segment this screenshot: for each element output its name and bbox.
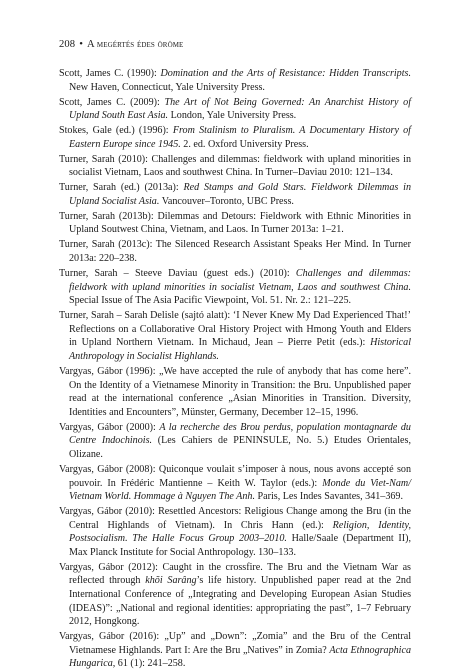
bibliography-entry: Turner, Sarah (2010): Challenges and dilemmas: fieldwork with upland minorities in socialist Vietnam, Laos and southwest China. In Turner–Daviau 2010: 121–134. <box>59 153 411 179</box>
bibliography-entry: Scott, James C. (1990): Domination and the Arts of Resistance: Hidden Transcripts. New Haven, Connecticut, Yale University Press. <box>59 68 411 93</box>
bibliography-entry: Turner, Sarah – Sarah Delisle (sajtó alatt): ‘I Never Knew My Dad Experienced That!’ Reflections on a Collaborative Oral History Project with Hmong Youth and Elders in Upland Northern Vietnam. In Michaud, Jean – Pierre Petit (eds.): Historical Anthropology in Socialist Highlands. <box>59 310 411 362</box>
book-title: A megértés édes öröme <box>87 39 184 50</box>
page-number: 208 <box>59 39 76 50</box>
bibliography-entry: Vargyas, Gábor (2008): Quiconque voulait s’imposer à nous, nous avons accepté son pouvoir. In Frédéric Mantienne – Keith W. Taylor (eds.): Monde du Viet-Nam/ Vietnam World. Hommage à Nguyen The Anh. Paris, Les Indes Savantes, 341–369. <box>59 463 411 503</box>
bibliography-entry: Turner, Sarah (ed.) (2013a): Red Stamps and Gold Stars. Fieldwork Dilemmas in Upland Socialist Asia. Vancouver–Toronto, UBC Press. <box>59 182 411 207</box>
bibliography-entry: Stokes, Gale (ed.) (1996): From Stalinism to Pluralism. A Documentary History of Eastern Europe since 1945. 2. ed. Oxford University Press. <box>59 125 411 150</box>
bibliography-entry: Vargyas, Gábor (2016): „Up” and „Down”: „Zomia” and the Bru of the Central Vietnamese Highlands. Part I: Are the Bru „Natives” in Zomia? Acta Ethnographica Hungarica, 61 (1): 241–258. <box>59 631 412 670</box>
header-separator: • <box>79 39 84 50</box>
bibliography-list <box>59 67 411 672</box>
bibliography-entry: Scott, James C. (2009): The Art of Not Being Governed: An Anarchist History of Upland South East Asia. London, Yale University Press. <box>59 96 411 122</box>
bibliography-entry: Turner, Sarah (2013c): The Silenced Research Assistant Speaks Her Mind. In Turner 2013a: 220–238. <box>59 239 411 265</box>
bibliography-entry: Vargyas, Gábor (2012): Caught in the crossfire. The Bru and the Vietnam War as reflected through khõi Sarâng’s life history. Unpublished paper read at the 2nd International Conference of „Integrating and Developing European Asian Studies (IDEAS)”: „National and regional identities: appropriating the past”, 1–7 February 2012, Hongkong. <box>59 561 411 628</box>
bibliography-entry: Turner, Sarah (2013b): Dilemmas and Detours: Fieldwork with Ethnic Minorities in Upland Soutwest China, Vietnam, and Laos. In Turner 2013a: 1–21. <box>59 210 411 236</box>
running-head <box>59 38 183 52</box>
bibliography-entry: Turner, Sarah – Steeve Daviau (guest eds.) (2010): Challenges and dilemmas: fieldwork with upland minorities in socialist Vietnam, Laos and southwest China. Special Issue of The Asia Pacific Viewpoint, Vol. 51. Nr. 2.: 121–225. <box>59 268 412 307</box>
bibliography-entry: Vargyas, Gábor (1996): „We have accepted the rule of anybody that has come here”. On the Identity of a Vietnamese Minority in Transition: the Bru. Unpublished paper read at the international conference „Asian Minorities in Transition. Diversity, Identities and Encounters”, Münster, Germany, December 12–15, 1996. <box>59 365 411 418</box>
bibliography-entry: Vargyas, Gábor (2010): Resettled Ancestors: Religious Change among the Bru (in the Central Highlands of Vietnam). In Chris Hann (ed.): Religion, Identity, Postsocialism. The Halle Focus Group 2003–2010. Halle/Saale (Department II), Max Planck Institute for Social Anthropology. 130–133. <box>59 506 411 558</box>
bibliography-entry: Vargyas, Gábor (2000): A la recherche des Brou perdus, population montagnarde du Centre Indochinois. (Les Cahiers de PENINSULE, No. 5.) Etudes Orientales, Olizane. <box>59 421 411 460</box>
